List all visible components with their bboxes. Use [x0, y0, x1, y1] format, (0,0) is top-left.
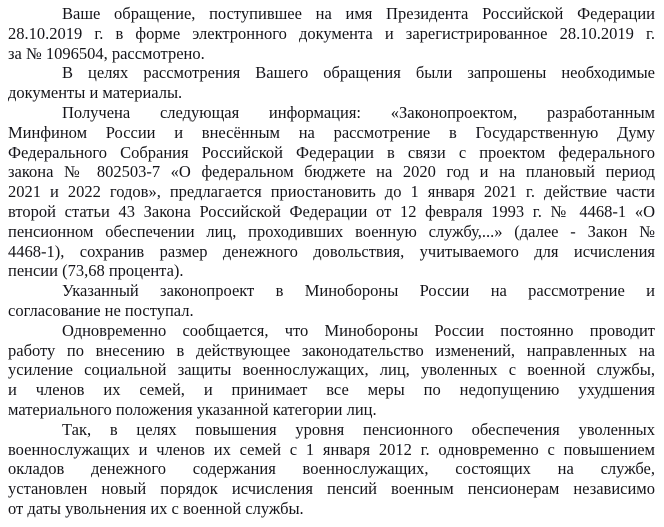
text-line: 4468-1), сохранив размер денежного довольствия, учитываемого для исчисления: [8, 241, 655, 261]
paragraph-law-information: [8, 103, 655, 281]
text-line: и членов их семей, и принимает все меры по недопущению ухудшения: [8, 380, 655, 400]
text-line: В целях рассмотрения Вашего обращения были запрошены необходимые: [62, 63, 655, 83]
text-line: материального положения указанной категории лиц.: [8, 399, 377, 419]
paragraph-registration: [8, 4, 655, 63]
text-line: работу по внесению в действующее законодательство изменений, направленных на: [8, 340, 655, 360]
text-line: от даты увольнения их с военной службы.: [8, 498, 304, 518]
text-line: Указанный законопроект в Минобороны России на рассмотрение и: [62, 281, 655, 301]
text-line: 2021 и 2022 годов», предлагается приостановить до 1 января 2021 г. действие части: [8, 182, 655, 202]
text-line: Получена следующая информация: «Законопроектом, разработанным: [62, 102, 655, 122]
text-line: установлен новый порядок исчисления пенсий военным пенсионерам независимо: [8, 479, 655, 499]
text-line: Так, в целях повышения уровня пенсионного обеспечения уволенных: [62, 419, 655, 439]
text-line: 28.10.2019 г. в форме электронного документа и зарегистрированное 28.10.2019 г.: [8, 23, 655, 43]
text-line: Ваше обращение, поступившее на имя Президента Российской Федерации: [62, 4, 655, 23]
text-line: Федерального Собрания Российской Федерации в связи с проектом федерального: [8, 142, 655, 162]
text-line: Одновременно сообщается, что Минобороны России постоянно проводит: [62, 320, 655, 340]
text-line: согласование не поступал.: [8, 300, 194, 320]
paragraph-pension-calculation: [8, 420, 655, 519]
text-line: окладов денежного содержания военнослужащих, состоящих на службе,: [8, 459, 655, 479]
text-line: пенсии (73,68 процента).: [8, 261, 184, 281]
paragraph-requested-documents: [8, 63, 655, 103]
paragraph-social-protection: [8, 321, 655, 420]
text-line: закона № 802503-7 «О федеральном бюджете на 2020 год и на плановый период: [8, 162, 655, 182]
text-line: Минфином России и внесённым на рассмотрение в Государственную Думу: [8, 122, 655, 142]
text-line: пенсионном обеспечении лиц, проходивших военную службу,...» (далее - Закон №: [8, 221, 655, 241]
text-line: военнослужащих и членов их семей с 1 января 2012 г. одновременно с повышением: [8, 439, 655, 459]
text-line: документы и материалы.: [8, 83, 183, 103]
paragraph-not-received: [8, 281, 655, 321]
text-line: за № 1096504, рассмотрено.: [8, 43, 205, 63]
text-line: второй статьи 43 Закона Российской Федерации от 12 февраля 1993 г. № 4468-1 «О: [8, 201, 655, 221]
text-line: усиление социальной защиты военнослужащих, лиц, уволенных с военной службы,: [8, 360, 655, 380]
